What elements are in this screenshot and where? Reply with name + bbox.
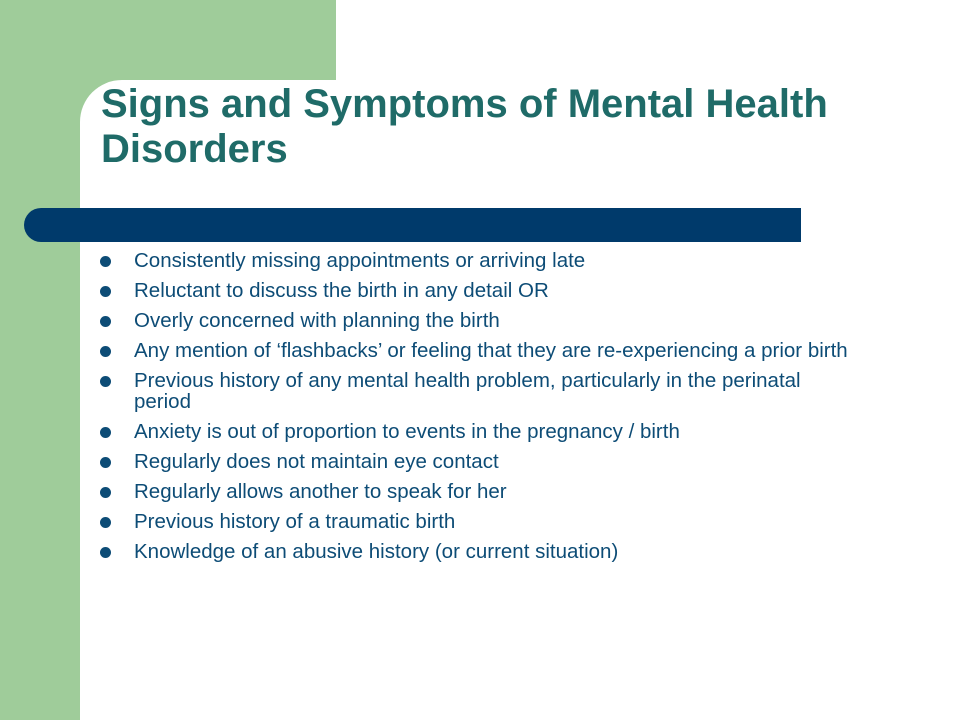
bullet-dot-icon [100,376,111,387]
bullet-dot-icon [100,427,111,438]
bullet-dot-icon [100,547,111,558]
bullet-item-overly-concerned [100,310,860,331]
bullet-item-anxiety [100,421,860,442]
bullet-text: Reluctant to discuss the birth in any detail OR [134,279,549,302]
bullet-list [100,250,860,571]
bullet-item-mental-health-history [100,370,860,412]
bullet-text: Overly concerned with planning the birth [134,309,500,332]
bullet-item-abusive-history [100,541,860,562]
bullet-dot-icon [100,346,111,357]
bullet-item-eye-contact [100,451,860,472]
bullet-dot-icon [100,517,111,528]
bullet-dot-icon [100,316,111,327]
title-underline-bar [24,208,801,242]
bullet-dot-icon [100,457,111,468]
slide-title: Signs and Symptoms of Mental Health Disorders [101,82,828,171]
bullet-item-reluctant-discuss [100,280,860,301]
bullet-text: Previous history of a traumatic birth [134,510,456,533]
bullet-item-traumatic-birth [100,511,860,532]
bullet-text: Any mention of ‘flashbacks’ or feeling that they are re-experiencing a prior birth [134,339,848,362]
bullet-text: Regularly does not maintain eye contact [134,450,499,473]
bullet-text: Knowledge of an abusive history (or current situation) [134,540,619,563]
bullet-dot-icon [100,487,111,498]
bullet-text: Previous history of any mental health problem, particularly in the perinatal period [134,369,801,413]
bullet-dot-icon [100,286,111,297]
bullet-item-flashbacks [100,340,860,361]
bullet-item-speak-for-her [100,481,860,502]
bullet-text: Consistently missing appointments or arriving late [134,249,586,272]
bullet-text: Regularly allows another to speak for her [134,480,507,503]
bullet-item-missing-appointments [100,250,860,271]
bullet-text: Anxiety is out of proportion to events in the pregnancy / birth [134,420,680,443]
bullet-dot-icon [100,256,111,267]
